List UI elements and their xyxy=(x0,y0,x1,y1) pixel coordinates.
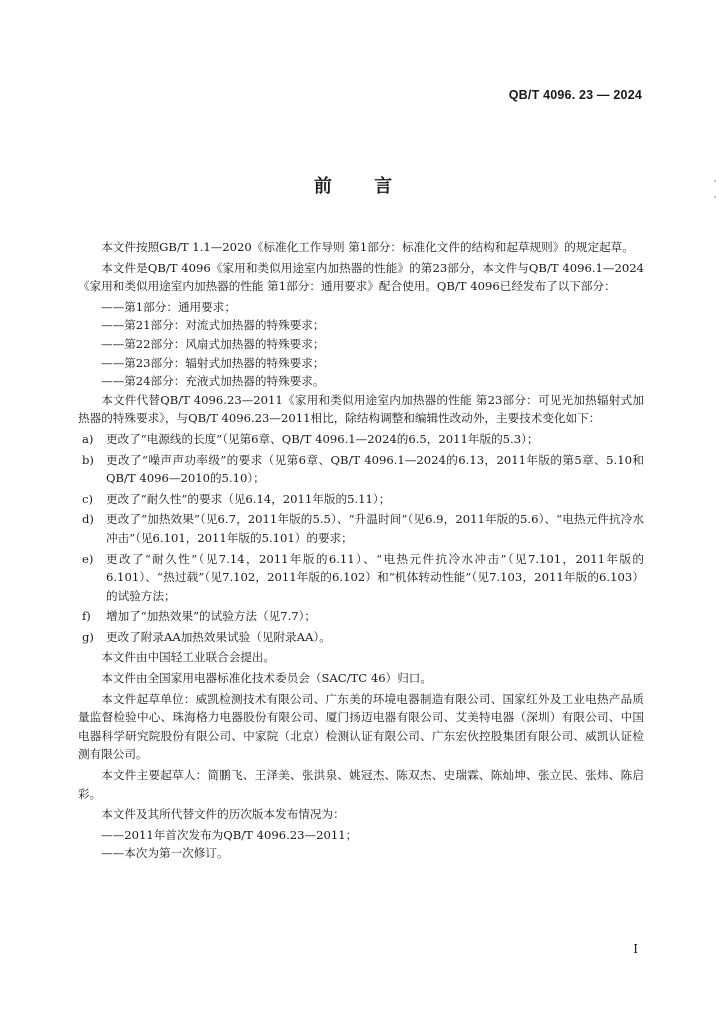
change-label: g) xyxy=(82,629,94,644)
scan-edge-mark xyxy=(714,180,716,182)
change-text: 增加了“加热效果”的试验方法（见7.7）； xyxy=(106,609,316,624)
paragraph-drafters: 本文件主要起草人：简鹏飞、王泽美、张洪泉、姚冠杰、陈双杰、史瑞霖、陈灿坤、张立民、张炜、陈启彩。 xyxy=(78,768,644,801)
change-text: 更改了“噪声声功率级”的要求（见第6章、QB/T 4096.1—2024的6.13，2011年版的第5章、5.10和QB/T 4096—2010的5.10）； xyxy=(106,452,644,486)
paragraph-drafting-units: 本文件起草单位：威凯检测技术有限公司、广东美的环境电器制造有限公司、国家红外及工业电热产品质量监督检验中心、珠海格力电器股份有限公司、厦门扬迈电器有限公司、艾美特电器（深圳）有限公司、中国电器科学研究院股份有限公司、中家院（北京）检测认证有限公司、广东宏伙控股集团有限公司、威凯认证检测有限公司。 xyxy=(78,691,644,762)
list-item: ——第23部分：辐射式加热器的特殊要求； xyxy=(101,355,325,370)
change-item xyxy=(78,510,644,547)
foreword-body xyxy=(78,238,644,863)
paragraph-history-intro: 本文件及其所代替文件的历次版本发布情况为： xyxy=(101,807,345,822)
change-item xyxy=(78,451,644,488)
change-text: 更改了“耐久性”（见7.14，2011年版的6.11）、“电热元件抗冷水冲击”（见7.101，2011年版的6.101）、“热过载”（见7.102，2011年版的6.102）和“机体转动性能”（见7.103，2011年版的6.103）的试验方法； xyxy=(106,551,644,603)
paragraph-replacement: 本文件代替QB/T 4096.23—2011《家用和类似用途室内加热器的性能 第23部分：可见光加热辐射式加热器的特殊要求》，与QB/T 4096.23—2011相比，除结构调整和编辑性改动外，主要技术变化如下： xyxy=(78,392,644,426)
page-number: I xyxy=(633,942,638,956)
list-item: ——第21部分：对流式加热器的特殊要求； xyxy=(101,318,325,333)
standard-code: QB/T 4096. 23 — 2024 xyxy=(508,88,642,102)
list-item: ——第24部分：充液式加热器的特殊要求。 xyxy=(101,374,325,389)
change-label: c) xyxy=(82,491,94,506)
change-text: 更改了“耐久性”的要求（见6.14，2011年版的5.11）； xyxy=(106,491,391,506)
list-item: ——第1部分：通用要求； xyxy=(101,299,236,314)
change-label: f) xyxy=(82,609,91,624)
change-label: d) xyxy=(82,512,94,527)
list-item: ——2011年首次发布为QB/T 4096.23—2011； xyxy=(101,827,358,842)
page-title: 前 言 xyxy=(313,176,411,197)
change-label: b) xyxy=(82,452,94,467)
list-item: ——本次为第一次修订。 xyxy=(101,846,229,861)
change-item xyxy=(78,550,644,606)
change-text: 更改了附录AA加热效果试验（见附录AA）。 xyxy=(106,629,331,644)
paragraph-drafting-rules: 本文件按照GB/T 1.1—2020《标准化工作导则 第1部分：标准化文件的结构和起草规则》的规定起草。 xyxy=(101,240,634,254)
change-item xyxy=(78,607,644,626)
list-item: ——第22部分：风扇式加热器的特殊要求； xyxy=(101,336,325,351)
change-label: a) xyxy=(82,431,94,446)
change-text: 更改了“加热效果”（见6.7，2011年版的5.5）、“升温时间”（见6.9，2011年版的5.6）、“电热元件抗冷水冲击”（见6.101，2011年版的5.101）的要求； xyxy=(106,512,644,545)
change-label: e) xyxy=(82,551,94,566)
paragraph-committee: 本文件由全国家用电器标准化技术委员会（SAC/TC 46）归口。 xyxy=(101,671,432,686)
change-item xyxy=(78,490,644,509)
paragraph-proposer: 本文件由中国轻工业联合会提出。 xyxy=(101,650,276,665)
scan-edge-mark xyxy=(714,196,716,198)
change-text: 更改了“电源线的长度”（见第6章、QB/T 4096.1—2024的6.5，2011年版的5.3）； xyxy=(106,431,539,446)
paragraph-series-intro: 本文件是QB/T 4096《家用和类似用途室内加热器的性能》的第23部分，本文件与QB/T 4096.1—2024《家用和类似用途室内加热器的性能 第1部分：通用要求》配合使用。QB/T 4096已经发布了以下部分： xyxy=(78,260,644,294)
change-item xyxy=(78,628,644,647)
change-item xyxy=(78,430,644,449)
